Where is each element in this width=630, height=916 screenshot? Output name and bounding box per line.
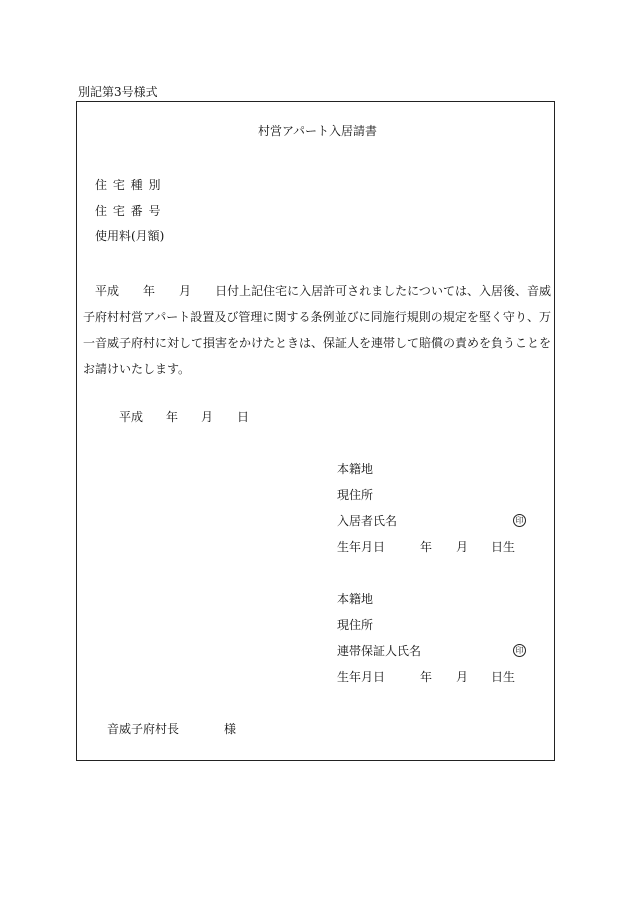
guarantor-birth-month: 月 [456, 670, 469, 684]
guarantor-domicile: 本籍地 [337, 592, 374, 606]
resident-birth-day: 日生 [491, 540, 516, 554]
resident-birth-month: 月 [456, 540, 469, 554]
date-year: 年 [166, 410, 179, 424]
paragraph-line-1: 平成 年 月 日付上記住宅に入居許可されましたについては、入居後、音威 [95, 284, 551, 298]
paragraph-line-4: お請けいたします。 [83, 362, 191, 376]
resident-address: 現住所 [337, 488, 374, 502]
date-day: 日 [237, 410, 250, 424]
form-title: 村営アパート入居請書 [258, 124, 378, 138]
guarantor-birth-day: 日生 [491, 670, 516, 684]
guarantor-birth-label: 生年月日 [337, 670, 386, 684]
guarantor-birth-year: 年 [420, 670, 433, 684]
paragraph-line-3: 一音威子府村に対して損害をかけたときは、保証人を連帯して賠償の責めを負うことを [83, 336, 552, 350]
resident-domicile: 本籍地 [337, 462, 374, 476]
guarantor-name-label: 連帯保証人氏名 [337, 644, 422, 658]
field-housing-number: 住 宅 番 号 [95, 204, 162, 218]
addressee-name: 音威子府村長 [107, 722, 180, 736]
guarantor-seal-mark: 印 [513, 644, 526, 657]
resident-birth-year: 年 [420, 540, 433, 554]
field-monthly-fee: 使用料(月額) [95, 229, 165, 243]
resident-seal-mark: 印 [513, 514, 526, 527]
body-paragraph [83, 278, 551, 382]
resident-name-label: 入居者氏名 [337, 514, 398, 528]
resident-birth-label: 生年月日 [337, 540, 386, 554]
field-housing-type: 住 宅 種 別 [95, 178, 162, 192]
form-number: 別記第3号様式 [78, 85, 158, 99]
addressee-honorific: 様 [224, 722, 237, 736]
form-frame [76, 101, 555, 761]
date-month: 月 [201, 410, 214, 424]
date-era: 平成 [119, 410, 144, 424]
guarantor-address: 現住所 [337, 618, 374, 632]
paragraph-line-2: 子府村村営アパート設置及び管理に関する条例並びに同施行規則の規定を堅く守り、万 [83, 310, 551, 324]
